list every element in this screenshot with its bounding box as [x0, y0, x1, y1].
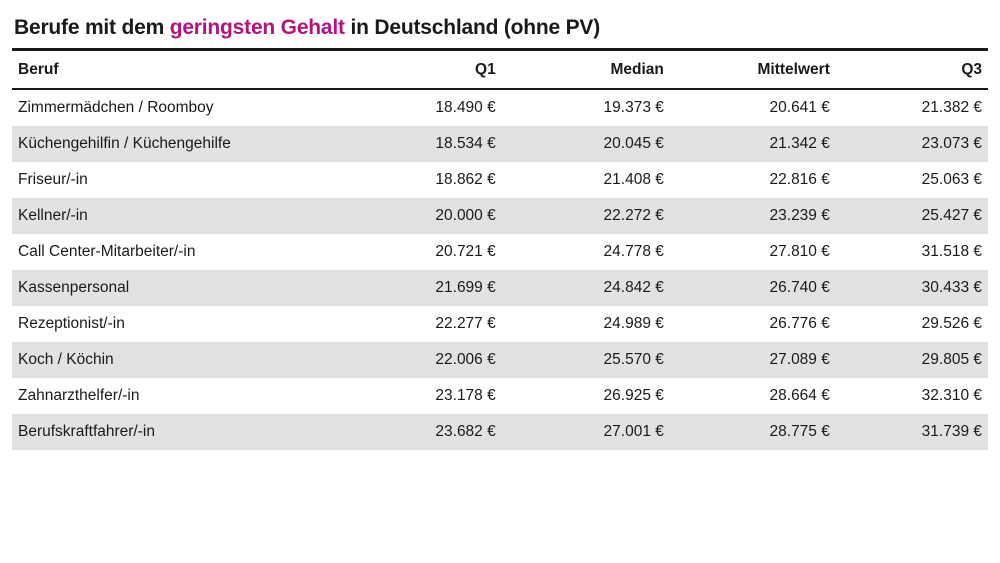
cell-mittelwert: 21.342 €	[769, 135, 830, 152]
title-part-after: in Deutschland (ohne PV)	[344, 16, 601, 39]
table-row	[12, 306, 988, 342]
column-header-beruf: Beruf	[18, 61, 59, 78]
cell-mittelwert: 26.776 €	[769, 315, 830, 332]
cell-beruf: Küchengehilfin / Küchengehilfe	[18, 135, 231, 152]
cell-q1: 22.006 €	[435, 351, 496, 368]
cell-median: 24.989 €	[603, 315, 664, 332]
title-part-before: Berufe mit dem	[14, 16, 170, 39]
cell-mittelwert: 23.239 €	[769, 207, 830, 224]
column-header-mittelwert: Mittelwert	[757, 61, 830, 78]
page-title	[14, 14, 988, 42]
cell-beruf: Friseur/-in	[18, 171, 88, 188]
cell-median: 22.272 €	[603, 207, 664, 224]
cell-q3: 21.382 €	[921, 99, 982, 116]
column-header-q1: Q1	[475, 61, 496, 78]
cell-median: 20.045 €	[603, 135, 664, 152]
cell-mittelwert: 28.664 €	[769, 387, 830, 404]
table-row	[12, 162, 988, 198]
cell-q3: 32.310 €	[921, 387, 982, 404]
cell-q1: 18.534 €	[435, 135, 496, 152]
cell-q3: 29.805 €	[921, 351, 982, 368]
column-header-median: Median	[610, 61, 664, 78]
table-row	[12, 270, 988, 306]
cell-q3: 29.526 €	[921, 315, 982, 332]
cell-median: 24.842 €	[603, 279, 664, 296]
cell-median: 26.925 €	[603, 387, 664, 404]
cell-q3: 31.518 €	[921, 243, 982, 260]
table-header-row	[12, 51, 988, 89]
cell-mittelwert: 20.641 €	[769, 99, 830, 116]
cell-mittelwert: 28.775 €	[769, 423, 830, 440]
cell-beruf: Kellner/-in	[18, 207, 88, 224]
cell-beruf: Berufskraftfahrer/-in	[18, 423, 155, 440]
cell-q1: 21.699 €	[435, 279, 496, 296]
cell-median: 24.778 €	[603, 243, 664, 260]
table-row	[12, 198, 988, 234]
table-row	[12, 89, 988, 126]
cell-beruf: Zahnarzthelfer/-in	[18, 387, 140, 404]
table-row	[12, 378, 988, 414]
cell-mittelwert: 27.810 €	[769, 243, 830, 260]
cell-q1: 23.178 €	[435, 387, 496, 404]
cell-median: 19.373 €	[603, 99, 664, 116]
cell-q3: 31.739 €	[921, 423, 982, 440]
cell-beruf: Rezeptionist/-in	[18, 315, 125, 332]
cell-q1: 20.000 €	[435, 207, 496, 224]
salary-table	[12, 51, 988, 450]
cell-q3: 23.073 €	[921, 135, 982, 152]
cell-median: 21.408 €	[603, 171, 664, 188]
cell-mittelwert: 26.740 €	[769, 279, 830, 296]
table-header	[12, 51, 988, 89]
table-row	[12, 126, 988, 162]
cell-mittelwert: 27.089 €	[769, 351, 830, 368]
cell-q3: 25.063 €	[921, 171, 982, 188]
cell-q1: 23.682 €	[435, 423, 496, 440]
cell-q1: 18.862 €	[435, 171, 496, 188]
table-row	[12, 414, 988, 450]
cell-q1: 20.721 €	[435, 243, 496, 260]
cell-beruf: Koch / Köchin	[18, 351, 114, 368]
table-body	[12, 89, 988, 450]
cell-q3: 30.433 €	[921, 279, 982, 296]
cell-q3: 25.427 €	[921, 207, 982, 224]
cell-q1: 18.490 €	[435, 99, 496, 116]
title-part-accent: geringsten Gehalt	[169, 16, 345, 39]
cell-median: 25.570 €	[603, 351, 664, 368]
cell-q1: 22.277 €	[435, 315, 496, 332]
table-row	[12, 342, 988, 378]
column-header-q3: Q3	[961, 61, 982, 78]
cell-beruf: Call Center-Mitarbeiter/-in	[18, 243, 196, 260]
cell-beruf: Zimmermädchen / Roomboy	[18, 99, 214, 116]
table-row	[12, 234, 988, 270]
cell-median: 27.001 €	[603, 423, 664, 440]
cell-mittelwert: 22.816 €	[769, 171, 830, 188]
cell-beruf: Kassenpersonal	[18, 279, 130, 296]
